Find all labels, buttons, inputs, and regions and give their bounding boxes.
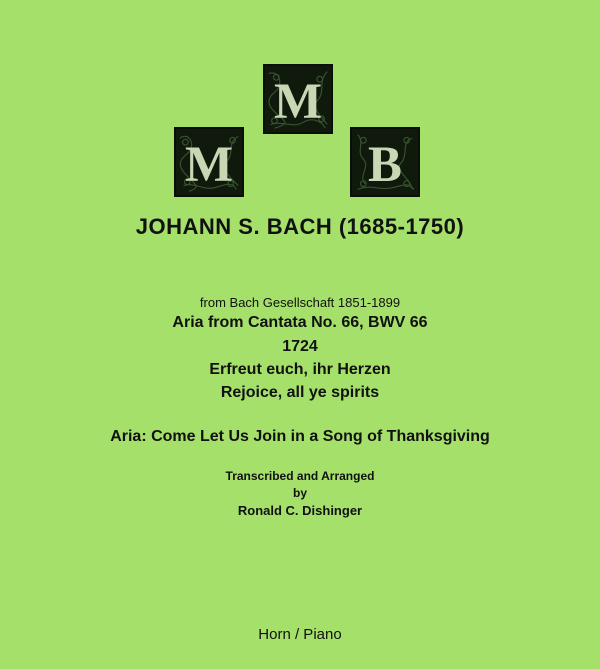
logo-letter-b: B: [368, 136, 402, 193]
work-german-title: Erfreut euch, ihr Herzen: [209, 361, 391, 378]
aria-title: Aria: Come Let Us Join in a Song of Thanksgiving: [110, 428, 490, 445]
arranger-name: Ronald C. Dishinger: [237, 503, 363, 518]
arrangement-credit: Transcribed and Arranged: [225, 469, 375, 483]
work-title: Aria from Cantata No. 66, BWV 66: [172, 314, 428, 331]
logo-letter-m1: M: [184, 136, 234, 193]
logo-letter-m2: M: [273, 73, 323, 130]
arrangement-by: by: [292, 486, 307, 500]
logo-block-right: [350, 127, 420, 197]
instrumentation: Horn / Piano: [258, 626, 342, 643]
source-line: from Bach Gesellschaft 1851-1899: [199, 295, 401, 310]
ornament-icon: [176, 129, 242, 195]
ornament-icon: [352, 129, 418, 195]
logo-block-left: [174, 127, 244, 197]
composer-heading: JOHANN S. BACH (1685-1750): [135, 214, 465, 239]
logo-block-center: [263, 64, 333, 134]
ornament-icon: [265, 66, 331, 132]
work-year: 1724: [282, 338, 318, 355]
work-english-title: Rejoice, all ye spirits: [220, 384, 380, 401]
